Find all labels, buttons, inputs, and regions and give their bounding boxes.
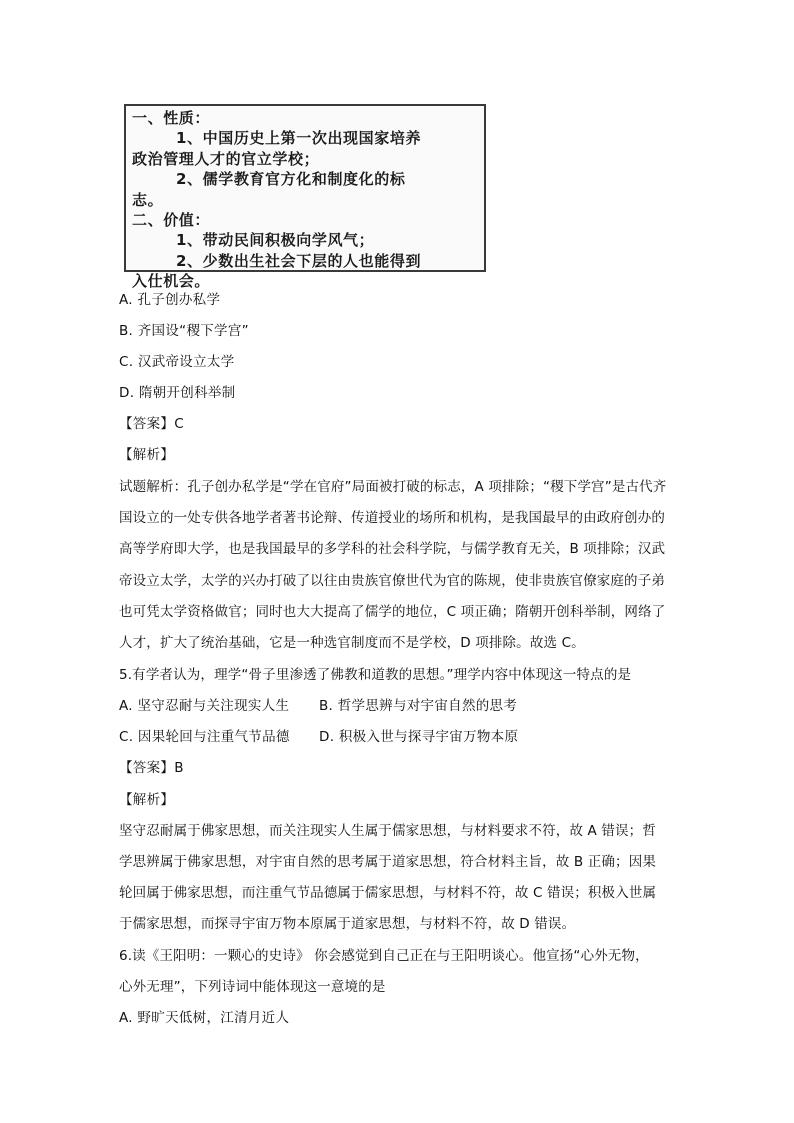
q6-stem-line: 6.读《王阳明：一颗心的史诗》 你会感觉到自己正在与王阳明谈心。他宣扬“心外无物， — [119, 948, 649, 964]
figure-line: 2、儒学教育官方化和制度化的标 — [176, 170, 406, 189]
q4-option-a: A. 孔子创办私学 — [119, 292, 221, 308]
q4-option-c: C. 汉武帝设立太学 — [119, 354, 235, 370]
q4-analysis-line: 国设立的一处专供各地学者著书论辩、传道授业的场所和机构，是我国最早的由政府创办的 — [119, 510, 665, 526]
q5-option-b: B. 哲学思辨与对宇宙自然的思考 — [319, 698, 518, 714]
q4-analysis-line: 高等学府即大学，也是我国最早的多学科的社会科学院，与儒学教育无关，B 项排除；汉武 — [119, 541, 666, 557]
q5-analysis-line: 于儒家思想，而探寻宇宙万物本原属于道家思想，与材料不符，故 D 错误。 — [119, 916, 576, 932]
q5-analysis-line: 坚守忍耐属于佛家思想，而关注现实人生属于儒家思想，与材料要求不符，故 A 错误；哲 — [119, 823, 656, 839]
figure-line: 2、少数出生社会下层的人也能得到 — [176, 251, 422, 270]
q4-analysis-line: 试题解析：孔子创办私学是“学在官府”局面被打破的标志，A 项排除；“稷下学宫”是古代齐 — [119, 479, 667, 495]
q5-option-a: A. 坚守忍耐与关注现实人生 — [119, 698, 290, 714]
figure-line: 一、性质： — [132, 109, 211, 127]
q4-analysis-line: 人才，扩大了统治基础，它是一种选官制度而不是学校，D 项排除。故选 C。 — [119, 635, 585, 651]
q4-option-d: D. 隋朝开创科举制 — [119, 385, 236, 401]
q5-analysis-line: 学思辨属于佛家思想，对宇宙自然的思考属于道家思想，符合材料主旨，故 B 正确；因果 — [119, 854, 656, 870]
q5-option-d: D. 积极入世与探寻宇宙万物本原 — [319, 729, 519, 745]
q5-analysis-line: 轮回属于佛家思想，而注重气节品德属于儒家思想，与材料不符，故 C 错误；积极入世属 — [119, 885, 657, 901]
q4-analysis-line: 也可凭太学资格做官；同时也大大提高了儒学的地位，C 项正确；隋朝开创科举制，网络了 — [119, 604, 666, 620]
figure-line: 政治管理人才的官立学校； — [132, 149, 320, 168]
q6-stem-line: 心外无理”，下列诗词中能体现这一意境的是 — [119, 979, 386, 995]
q4-answer: 【答案】C — [119, 416, 184, 432]
q5-option-c: C. 因果轮回与注重气节品德 — [119, 729, 290, 745]
figure-line: 入仕机会。 — [132, 272, 211, 291]
q4-option-b: B. 齐国设“稷下学宫” — [119, 323, 249, 339]
figure-text-box — [124, 104, 486, 291]
figure-line: 志。 — [132, 190, 164, 209]
q5-stem: 5.有学者认为，理学“骨子里渗透了佛教和道教的思想。”理学内容中体现这一特点的是 — [119, 667, 632, 683]
q4-analysis-line: 帝设立太学，太学的兴办打破了以往由贵族官僚世代为官的陈规，使非贵族官僚家庭的子弟 — [119, 573, 665, 589]
figure-line: 1、中国历史上第一次出现国家培养 — [176, 129, 422, 148]
q4-analysis-label: 【解析】 — [119, 447, 175, 463]
figure-line: 1、带动民间积极向学风气； — [176, 231, 375, 250]
q6-option-a: A. 野旷天低树，江清月近人 — [119, 1010, 290, 1026]
figure-line: 二、价值： — [132, 211, 211, 230]
q5-analysis-label: 【解析】 — [119, 792, 175, 808]
q5-answer: 【答案】B — [119, 760, 184, 776]
